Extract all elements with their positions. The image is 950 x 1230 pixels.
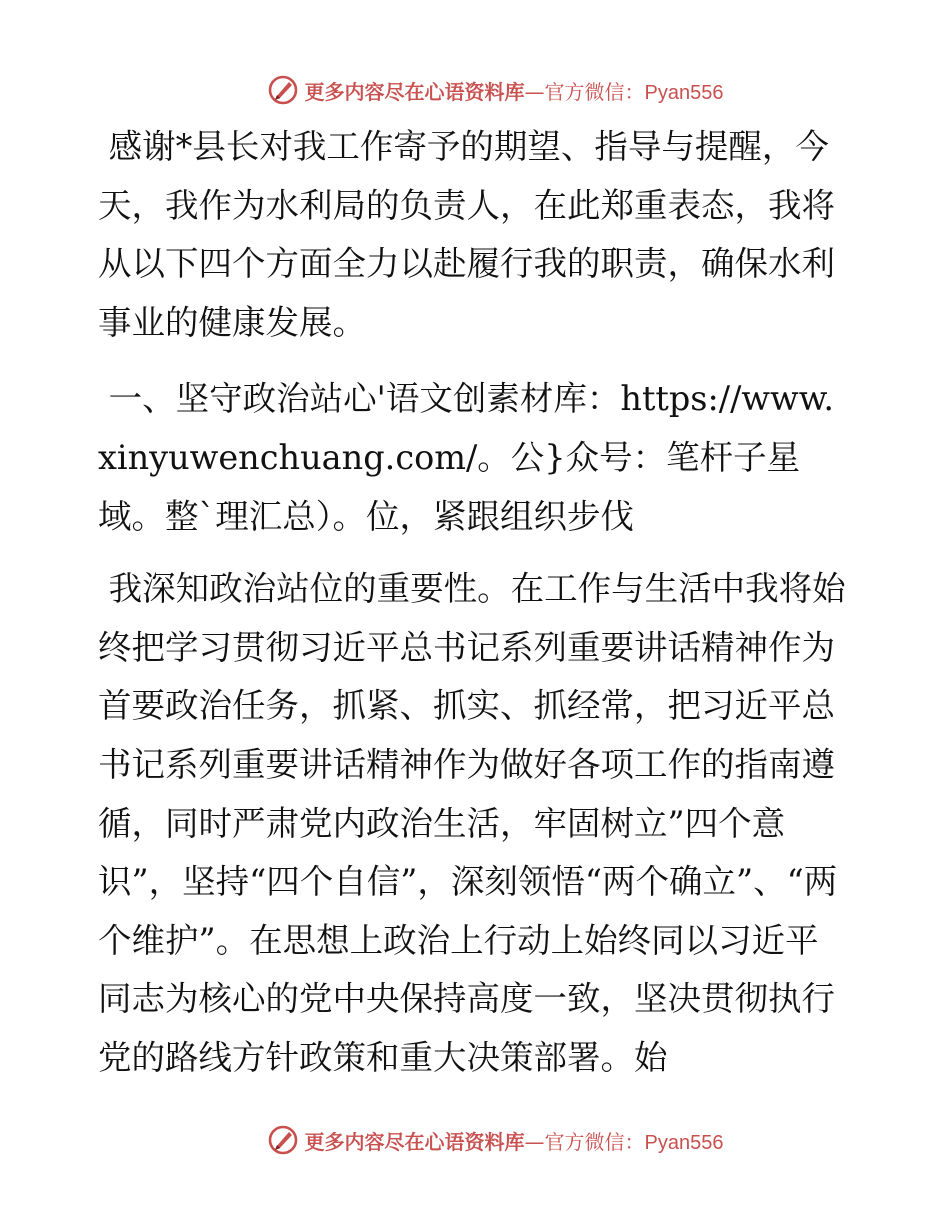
paragraph-intro: 感谢*县长对我工作寄予的期望、指导与提醒，今天，我作为水利局的负责人，在此郑重表态，我将从以下四个方面全力以赴履行我的职责，确保水利事业的健康发展。 bbox=[98, 127, 835, 342]
banner-prefix: 更多内容尽在心语资料库 bbox=[304, 79, 525, 104]
header-banner-content bbox=[267, 74, 724, 106]
banner-prefix: 更多内容尽在心语资料库 bbox=[304, 1129, 525, 1154]
banner-separator: — bbox=[524, 79, 545, 104]
footer-banner bbox=[0, 1120, 950, 1160]
banner-wechat-id: Pyan556 bbox=[644, 1131, 724, 1154]
quill-pen-logo-icon bbox=[267, 74, 299, 106]
paragraph-political-stance: 我深知政治站位的重要性。在工作与生活中我将始终把学习贯彻习近平总书记系列重要讲话精神作为首要政治任务，抓紧、抓实、抓经常，把习近平总书记系列重要讲话精神作为做好各项工作的指南遵循，同时严肃党内政治生活，牢固树立”四个意识”，坚持“四个自信”，深刻领悟“两个确立”、“两个维护”。在思想上政治上行动上始终同以习近平同志为核心的党中央保持高度一致，坚决贯彻执行党的路线方针政策和重大决策部署。始 bbox=[98, 569, 846, 1077]
paragraph-heading-one: 一、坚守政治站心'语文创素材库：https://www.xinyuwenchuang.com/。公}众号：笔杆子星域。整`理汇总）。位，紧跟组织步伐 bbox=[98, 379, 835, 536]
header-banner bbox=[0, 70, 950, 110]
banner-official-label: 官方微信： bbox=[544, 79, 645, 104]
header-banner-text bbox=[305, 76, 724, 105]
banner-separator: — bbox=[524, 1129, 545, 1154]
banner-wechat-id: Pyan556 bbox=[644, 81, 724, 104]
footer-banner-content bbox=[267, 1124, 724, 1156]
banner-official-label: 官方微信： bbox=[544, 1129, 645, 1154]
footer-banner-text bbox=[305, 1126, 724, 1155]
document-body bbox=[98, 118, 850, 1106]
quill-pen-logo-icon bbox=[267, 1124, 299, 1156]
